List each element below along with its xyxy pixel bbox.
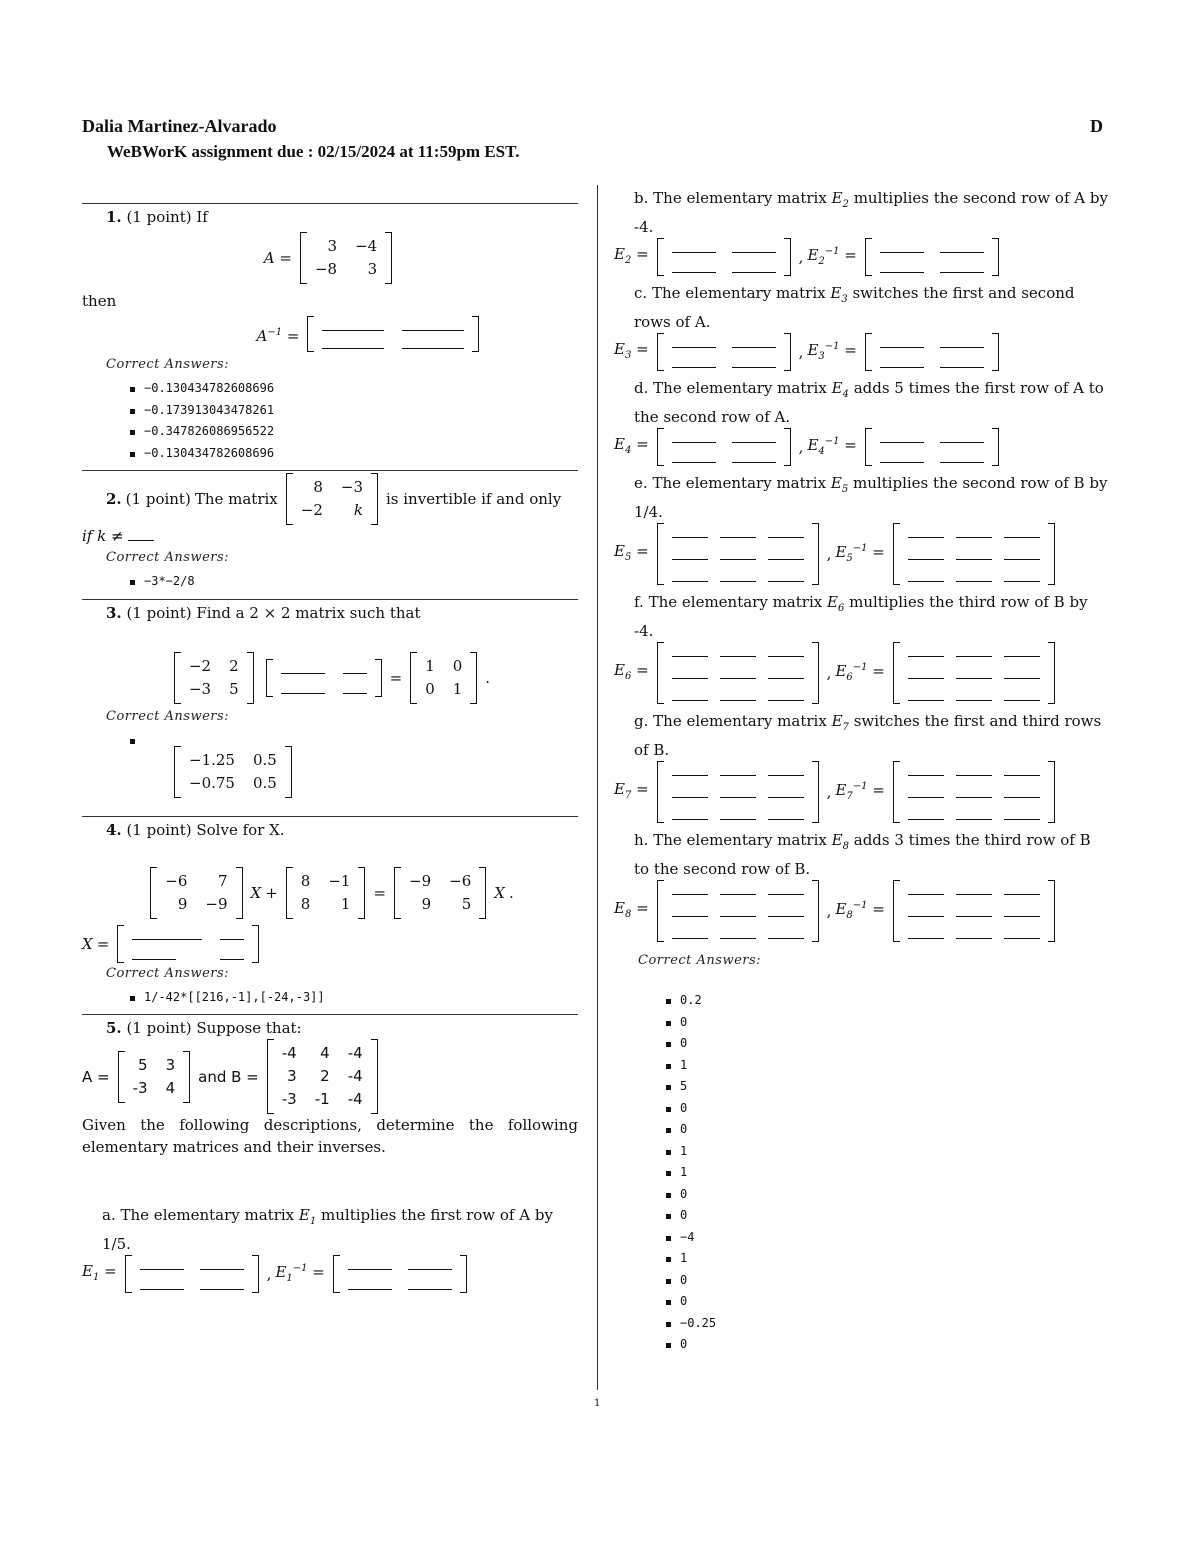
answer-blank[interactable] <box>956 905 992 917</box>
list-item: 0 <box>680 1098 1110 1120</box>
list-item: −0.25 <box>680 1313 1110 1335</box>
answer-matrix <box>117 925 259 963</box>
answer-list <box>614 990 1110 1356</box>
problem-text: The matrix <box>194 490 278 508</box>
answer-list <box>82 571 578 593</box>
matrix-A: 5 3 -3 4 <box>118 1051 191 1103</box>
due-date: WeBWorK assignment due : 02/15/2024 at 11:59pm EST. <box>107 142 520 161</box>
part-text: multiplies the third row of B by -4. <box>634 593 1088 640</box>
answer-blank[interactable] <box>720 645 756 657</box>
answer-blank[interactable] <box>880 431 924 443</box>
answer-blank[interactable] <box>1004 808 1040 820</box>
answer-key-matrix: −1.25 0.5 −0.75 0.5 <box>174 746 292 798</box>
answer-blank[interactable] <box>720 905 756 917</box>
problem-text: Suppose that: <box>196 1019 302 1037</box>
answer-blank[interactable] <box>880 241 924 253</box>
problem-number: 4. <box>106 820 122 839</box>
answer-blank[interactable] <box>281 682 325 694</box>
points: (1 point) <box>126 603 192 622</box>
inverse-answer-matrix <box>865 428 999 466</box>
answer-blank[interactable] <box>720 786 756 798</box>
part-label: f. <box>634 593 644 611</box>
list-item: −0.130434782608696 <box>144 443 578 465</box>
answer-blank[interactable] <box>672 645 708 657</box>
list-item: −0.173913043478261 <box>144 400 578 422</box>
matrix-label: $E_6$ = <box>614 660 649 682</box>
answer-blank[interactable] <box>672 261 716 273</box>
matrix-label: $E_7$ = <box>614 779 649 801</box>
answer-blank[interactable] <box>672 786 708 798</box>
list-item: 1 <box>680 1162 1110 1184</box>
answer-matrix <box>657 523 819 585</box>
answer-blank[interactable] <box>672 431 716 443</box>
problem-text: is invertible if and only <box>386 490 562 508</box>
answer-blank[interactable] <box>1004 645 1040 657</box>
answer-blank[interactable] <box>768 883 804 895</box>
matrix-symbol: $E_8$ <box>831 831 849 852</box>
answer-blank[interactable] <box>908 786 944 798</box>
matrix: 8 −1 8 1 <box>286 867 366 919</box>
problem-4: 4. (1 point) Solve for X. −6 7 9 −9 X + 8 −1 8 1 = −9 −6 9 5 X . X = Correct Answers: 1/-42*[[216,-1],[-24,-3]] <box>82 817 578 1015</box>
matrix-label: $E_5$ = <box>614 541 649 563</box>
correct-answers-label: Correct Answers: <box>106 550 230 565</box>
answer-blank[interactable] <box>408 1258 452 1270</box>
answer-blank[interactable] <box>720 927 756 939</box>
answer-blank[interactable] <box>343 662 367 674</box>
answer-blank[interactable] <box>720 526 756 538</box>
answer-blank[interactable] <box>956 764 992 776</box>
answer-blank[interactable] <box>940 451 984 463</box>
answer-blank[interactable] <box>956 548 992 560</box>
answer-blank[interactable] <box>940 261 984 273</box>
answer-blank[interactable] <box>768 667 804 679</box>
answer-blank[interactable] <box>908 764 944 776</box>
answer-blank[interactable] <box>956 808 992 820</box>
answer-blank[interactable] <box>956 786 992 798</box>
answer-blank[interactable] <box>672 548 708 560</box>
answer-blank[interactable] <box>672 336 716 348</box>
student-name: Dalia Martinez-Alvarado <box>82 116 277 136</box>
then-text: then <box>82 292 117 310</box>
inverse-label: $E_1^{-1}$ = <box>275 1263 325 1284</box>
answer-blank[interactable] <box>908 905 944 917</box>
matrix-label: $E_1$ = <box>82 1261 117 1283</box>
problem-number: 1. <box>106 208 122 226</box>
problem-description: Given the following descriptions, determine the following elementary matrices and their inverses. <box>82 1116 578 1156</box>
answer-matrix <box>657 761 819 823</box>
matrix-label: $E_4$ = <box>614 434 649 456</box>
answer-matrix <box>657 333 791 371</box>
inverse-label: $E_8^{-1}$ = <box>835 900 885 921</box>
answer-blank[interactable] <box>768 645 804 657</box>
problem-text: If <box>196 208 208 226</box>
answer-blank[interactable] <box>956 689 992 701</box>
variable-x: X <box>250 883 262 902</box>
answer-blank[interactable] <box>132 928 202 940</box>
answer-blank[interactable] <box>672 927 708 939</box>
part-label: e. <box>634 474 648 492</box>
answer-blank[interactable] <box>768 548 804 560</box>
answer-blank[interactable] <box>768 808 804 820</box>
list-item: 1 <box>680 1248 1110 1270</box>
list-item: 0 <box>680 1270 1110 1292</box>
left-column <box>82 203 578 1303</box>
answer-blank[interactable] <box>672 570 708 582</box>
answer-blank[interactable] <box>720 548 756 560</box>
answer-blank[interactable] <box>1004 667 1040 679</box>
answer-blank[interactable] <box>200 1258 244 1270</box>
list-item: 0 <box>680 1205 1110 1227</box>
part-text: The elementary matrix <box>653 831 827 849</box>
answer-blank[interactable] <box>672 526 708 538</box>
answer-blank[interactable] <box>720 570 756 582</box>
part-text: adds 5 times the first row of A to the second row of A. <box>634 379 1104 426</box>
answer-blank[interactable] <box>1004 764 1040 776</box>
answer-blank[interactable] <box>880 451 924 463</box>
answer-blank[interactable] <box>322 319 384 331</box>
answer-blank[interactable] <box>732 356 776 368</box>
right-column: b. The elementary matrix $E_2$ multiplies the second row of A by -4. $E_2$ = , $E_2^{-1}$ = c. The elementary matrix $E_3$ switches the first and second rows of A. $E_3$ = , $E_3^{-1}$ = d. The elementary matrix $E_4$ adds 5 times the first row of A to the second row of A. $E_4$ = , $E_4^{-1}$ = e. The elementary matrix $E_5$ multiplies the second row of B by 1/4. $E_5$ = , $E_5^{-1}$ = f. The elementary matrix $E_6$ multiplies the third row of B by -4. $E_6$ = , $E_6^{-1}$ = g. The elementary matrix $E_7$ switches the first and third rows of B. $E_7$ = , $E_7^{-1}$ = h. The elementary matrix $E_8$ adds 3 times the third row of B to the second row of B. $E_8$ = , $E_8^{-1}$ = Correct Answers: 0.2 0 0 1 5 0 0 1 1 0 0 −4 1 0 0 −0.25 0 <box>614 187 1110 1358</box>
inverse-answer-matrix <box>865 238 999 276</box>
answer-blank[interactable] <box>408 1278 452 1290</box>
answer-blank[interactable] <box>768 786 804 798</box>
part-label: a. <box>102 1206 116 1224</box>
answer-blank[interactable] <box>732 261 776 273</box>
inverse-label: $E_3^{-1}$ = <box>807 341 857 362</box>
answer-list <box>82 987 578 1009</box>
answer-blank[interactable] <box>720 764 756 776</box>
matrix-symbol: $E_3$ <box>830 284 848 305</box>
answer-blank[interactable] <box>956 526 992 538</box>
matrix-symbol: $E_1$ <box>298 1206 317 1227</box>
correct-answers-label: Correct Answers: <box>106 965 230 981</box>
part-text: The elementary matrix <box>653 189 827 207</box>
inverse-label: $E_5^{-1}$ = <box>835 543 885 564</box>
answer-blank[interactable] <box>220 948 244 960</box>
answer-blank[interactable] <box>940 356 984 368</box>
answer-blank[interactable] <box>200 1278 244 1290</box>
inverse-answer-matrix <box>893 880 1055 942</box>
answer-blank[interactable] <box>672 905 708 917</box>
list-item: 0 <box>680 1291 1110 1313</box>
part-label: g. <box>634 712 649 730</box>
answer-blank[interactable] <box>1004 786 1040 798</box>
list-item: −0.347826086956522 <box>144 421 578 443</box>
problem-number: 3. <box>106 603 122 622</box>
inverse-answer-matrix <box>865 333 999 371</box>
list-item: −4 <box>680 1227 1110 1249</box>
matrix-symbol: $E_7$ <box>831 712 849 733</box>
part-label: d. <box>634 379 649 397</box>
answer-matrix <box>657 642 819 704</box>
answer-blank[interactable] <box>768 526 804 538</box>
answer-blank[interactable] <box>1004 570 1040 582</box>
answer-blank[interactable] <box>140 1258 184 1270</box>
part-text: The elementary matrix <box>648 593 823 611</box>
problem-2 <box>82 471 578 599</box>
answer-blank[interactable] <box>768 764 804 776</box>
answer-blank[interactable] <box>956 645 992 657</box>
answer-blank[interactable] <box>402 319 464 331</box>
answer-blank[interactable] <box>132 948 176 960</box>
matrix-label: $E_3$ = <box>614 339 649 361</box>
list-item: 1 <box>680 1055 1110 1077</box>
correct-answers-label: Correct Answers: <box>638 953 762 968</box>
problem-5 <box>82 1015 578 1303</box>
answer-blank[interactable] <box>732 451 776 463</box>
answer-matrix <box>657 428 791 466</box>
problem-1 <box>82 204 578 470</box>
answer-blank[interactable] <box>956 667 992 679</box>
answer-blank[interactable] <box>908 548 944 560</box>
matrix-symbol: $E_4$ <box>831 379 849 400</box>
answer-matrix <box>125 1255 259 1293</box>
part-text: multiplies the second row of B by 1/4. <box>634 474 1108 521</box>
correct-answers-label: Correct Answers: <box>106 357 230 372</box>
points: (1 point) <box>126 1019 192 1037</box>
answer-blank[interactable] <box>908 689 944 701</box>
inverse-label: $E_6^{-1}$ = <box>835 662 885 683</box>
answer-blank[interactable] <box>720 667 756 679</box>
part-label: b. <box>634 189 649 207</box>
answer-blank[interactable] <box>1004 883 1040 895</box>
problem-text: Solve for X. <box>196 820 285 839</box>
correct-answers-label: Correct Answers: <box>106 708 230 724</box>
part-text: adds 3 times the third row of B to the second row of B. <box>634 831 1091 878</box>
part-text: multiplies the second row of A by -4. <box>634 189 1108 236</box>
answer-blank[interactable] <box>1004 548 1040 560</box>
answer-blank[interactable] <box>1004 689 1040 701</box>
matrix-symbol: $E_6$ <box>827 593 845 614</box>
answer-blank[interactable] <box>720 808 756 820</box>
answer-blank[interactable] <box>348 1278 392 1290</box>
answer-blank[interactable] <box>672 883 708 895</box>
part-text: switches the first and second rows of A. <box>634 284 1075 331</box>
answer-blank[interactable] <box>768 927 804 939</box>
answer-blank[interactable] <box>1004 927 1040 939</box>
version-letter: D <box>1090 116 1103 136</box>
answer-blank[interactable] <box>768 689 804 701</box>
answer-blank[interactable] <box>402 337 464 349</box>
inverse-label: $A^{-1}$ = <box>256 326 300 345</box>
part-text: The elementary matrix <box>653 379 827 397</box>
inverse-answer-matrix <box>893 761 1055 823</box>
inverse-answer-matrix <box>893 642 1055 704</box>
problem-number: 2. <box>106 490 122 508</box>
list-item: −3*−2/8 <box>144 571 578 593</box>
page-number: 1 <box>594 1398 601 1409</box>
answer-blank[interactable] <box>908 927 944 939</box>
part-text: The elementary matrix <box>120 1206 295 1224</box>
matrix-label: and B = <box>198 1067 259 1086</box>
list-item: 5 <box>680 1076 1110 1098</box>
answer-blank[interactable] <box>672 808 708 820</box>
answer-blank[interactable] <box>720 883 756 895</box>
matrix: −2 2 −3 5 <box>174 652 254 704</box>
answer-matrix <box>307 316 479 352</box>
answer-blank[interactable] <box>322 337 384 349</box>
answer-blank[interactable] <box>880 336 924 348</box>
condition-text: if k ≠ <box>82 527 124 545</box>
answer-blank[interactable] <box>1004 526 1040 538</box>
answer-blank[interactable] <box>908 645 944 657</box>
points: (1 point) <box>126 208 192 226</box>
part-text: multiplies the first row of A by 1/5. <box>102 1206 553 1253</box>
answer-blank[interactable] <box>672 667 708 679</box>
answer-blank[interactable] <box>956 570 992 582</box>
answer-matrix <box>657 880 819 942</box>
answer-blank[interactable] <box>672 689 708 701</box>
matrix-symbol: $E_5$ <box>830 474 849 495</box>
part-label: c. <box>634 284 648 302</box>
answer-blank[interactable] <box>672 764 708 776</box>
list-item: 1 <box>680 1141 1110 1163</box>
list-item: 0.2 <box>680 990 1110 1012</box>
variable-x: X <box>82 934 93 953</box>
answer-blank[interactable] <box>908 808 944 820</box>
answer-blank[interactable] <box>768 570 804 582</box>
answer-blank[interactable] <box>732 431 776 443</box>
answer-blank[interactable] <box>220 928 244 940</box>
inverse-answer-matrix <box>333 1255 467 1293</box>
list-item: 0 <box>680 1184 1110 1206</box>
identity-matrix: 1 0 0 1 <box>410 652 477 704</box>
part-text: The elementary matrix <box>652 474 827 492</box>
matrix-B: -4 4 -4 3 2 -4 -3 -1 -4 <box>267 1039 378 1114</box>
answer-blank[interactable] <box>140 1278 184 1290</box>
answer-blank[interactable] <box>908 526 944 538</box>
answer-blank[interactable] <box>956 883 992 895</box>
inverse-answer-matrix <box>893 523 1055 585</box>
answer-blank[interactable] <box>908 667 944 679</box>
problem-text: Find a 2 × 2 matrix such that <box>196 603 421 622</box>
answer-blank[interactable] <box>940 336 984 348</box>
inverse-label: $E_4^{-1}$ = <box>807 436 857 457</box>
list-item: 0 <box>680 1334 1110 1356</box>
points: (1 point) <box>125 490 191 508</box>
answer-blank[interactable] <box>956 927 992 939</box>
answer-matrix <box>266 659 382 697</box>
answer-blank[interactable] <box>128 529 154 541</box>
answer-list <box>82 730 578 750</box>
problem-3: 3. (1 point) Find a 2 × 2 matrix such that −2 2 −3 5 = 1 0 0 1 . Correct Answers: −1.25 0.5 −0.75 0.5 <box>82 600 578 816</box>
part-text: The elementary matrix <box>651 284 826 302</box>
column-divider <box>597 185 598 1390</box>
answer-blank[interactable] <box>348 1258 392 1270</box>
answer-blank[interactable] <box>1004 905 1040 917</box>
answer-blank[interactable] <box>768 905 804 917</box>
problem-number: 5. <box>106 1019 122 1037</box>
list-item: 0 <box>680 1012 1110 1034</box>
part-label: h. <box>634 831 649 849</box>
matrix-label: A = <box>263 249 292 267</box>
part-text: The elementary matrix <box>653 712 827 730</box>
list-item <box>144 730 578 750</box>
list-item: 0 <box>680 1033 1110 1055</box>
answer-blank[interactable] <box>940 241 984 253</box>
matrix-label: $E_2$ = <box>614 244 649 266</box>
answer-blank[interactable] <box>940 431 984 443</box>
matrix: −9 −6 9 5 <box>394 867 486 919</box>
variable-x: X <box>494 883 505 902</box>
matrix: 8 −3 −2 k <box>286 473 378 525</box>
inverse-label: $E_2^{-1}$ = <box>807 246 857 267</box>
answer-blank[interactable] <box>732 241 776 253</box>
matrix-label: A = <box>82 1067 110 1086</box>
answer-blank[interactable] <box>732 336 776 348</box>
answer-blank[interactable] <box>672 241 716 253</box>
points: (1 point) <box>126 820 192 839</box>
answer-blank[interactable] <box>880 261 924 273</box>
list-item: 1/-42*[[216,-1],[-24,-3]] <box>144 987 578 1009</box>
matrix: −6 7 9 −9 <box>150 867 242 919</box>
matrix-A: 3 −4 −8 3 <box>300 232 392 284</box>
answer-blank[interactable] <box>343 682 367 694</box>
answer-blank[interactable] <box>672 356 716 368</box>
matrix-label: $E_8$ = <box>614 898 649 920</box>
part-text: switches the first and third rows of B. <box>634 712 1102 759</box>
answer-blank[interactable] <box>720 689 756 701</box>
answer-blank[interactable] <box>672 451 716 463</box>
matrix-symbol: $E_2$ <box>831 189 849 210</box>
part-a: a. The elementary matrix $E_1$ multiplies the first row of A by 1/5. $E_1$ = , $E_1^{-1}$ = <box>82 1204 578 1293</box>
answer-matrix <box>657 238 791 276</box>
answer-blank[interactable] <box>880 356 924 368</box>
answer-list <box>82 378 578 464</box>
answer-blank[interactable] <box>281 662 325 674</box>
list-item: −0.130434782608696 <box>144 378 578 400</box>
answer-blank[interactable] <box>908 570 944 582</box>
inverse-label: $E_7^{-1}$ = <box>835 781 885 802</box>
list-item: 0 <box>680 1119 1110 1141</box>
answer-blank[interactable] <box>908 883 944 895</box>
